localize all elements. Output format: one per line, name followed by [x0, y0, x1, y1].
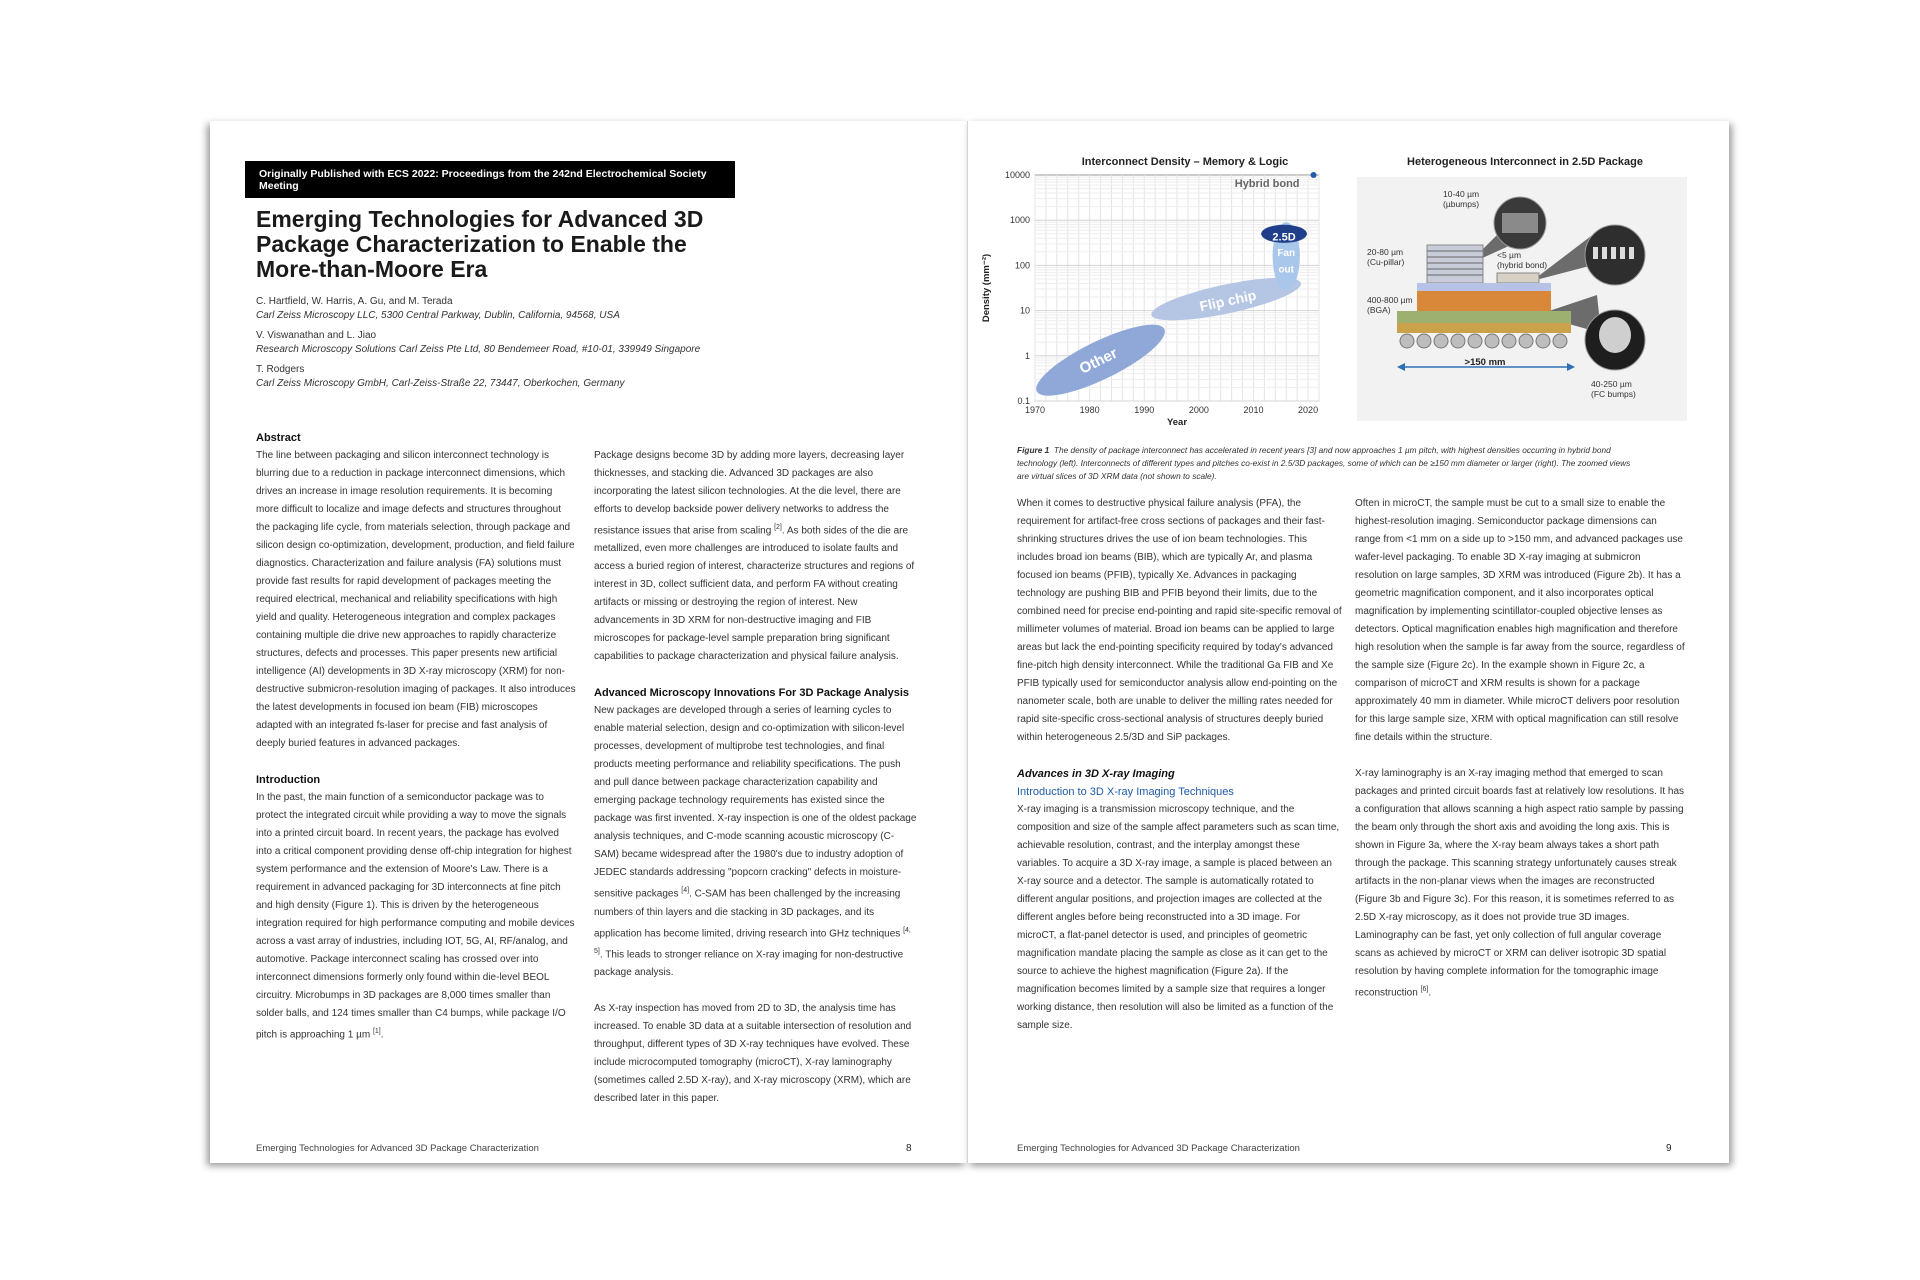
diagram-label-line: 40-250 µm	[1591, 379, 1632, 389]
paragraph: When it comes to destructive physical failure analysis (PFA), the requirement for artifact-free cross sections of packages and their fast-shrinking structures drives the use of ion beam technologies. This includes broad ion beams (BIB), which are typically Ar, and plasma focused ion beams (PFIB), typically Xe. Advances in packaging technology are pushing BIB and PFIB beyond their limits, due to the combined need for precise end-pointing and rapid site-specific removal of millimeter volumes of material. Broad ion beams can be applied to large areas but lack the end-pointing specificity required by today's advanced fine-pitch high density interconnect. While the traditional Ga FIB and Xe PFIB typically used for semiconductor analysis allow end-pointing on the nanometer scale, both are unable to deliver the milling rates needed for rapid site-specific cross-sectional analysis of structures deeply buried within heterogeneous 2.5/3D and SiP packages.	[1017, 498, 1342, 743]
y-tick-label: 1000	[1009, 215, 1030, 226]
author-affiliation: Carl Zeiss Microscopy LLC, 5300 Central Parkway, Dublin, California, 94568, USA	[256, 310, 620, 321]
introduction-text: In the past, the main function of a semiconductor package was to protect the integrated circuit while providing a way to move the signals into a printed circuit board. In recent years, the package has evolved into a critical component providing dense off-chip integration for highest system performance and the extension of Moore's Law. There is a requirement in advanced packaging for 3D interconnects at fine pitch and high density (Figure 1). This is driven by the heterogeneous integration required for high performance computing and mobile devices across a vast array of industries, including IOT, 5G, AI, RF/analog, and automotive. Package interconnect scaling has crossed over into interconnect dimensions formerly only found within die-level BEOL circuitry. Microbumps in 3D packages are 8,000 times smaller than solder balls, and 124 times smaller than C4 bumps, while package I/O pitch is approaching 1 µm [1].	[256, 792, 575, 1041]
y-tick-label: 1	[1024, 350, 1030, 361]
x-tick-label: 1970	[1024, 405, 1046, 415]
introduction-heading: Introduction	[256, 774, 321, 786]
y-axis-label: Density (mm⁻²)	[981, 253, 992, 323]
author-names: C. Hartfield, W. Harris, A. Gu, and M. Terada	[256, 296, 453, 307]
region-label-other: Other	[1076, 344, 1121, 378]
citation: [4, 5]	[594, 926, 911, 955]
left-column-1	[256, 429, 576, 1044]
label-fc-bumps	[1591, 379, 1636, 399]
diagram-label-line: 20-80 µm	[1367, 247, 1404, 257]
right-column-1	[1017, 495, 1342, 1035]
interposer	[1417, 283, 1551, 291]
zoom-ubumps-texture	[1502, 213, 1538, 233]
region-label-fan-out: Fan	[1277, 248, 1296, 260]
diagram-svg	[1357, 155, 1697, 455]
citation: [6]	[1420, 986, 1429, 993]
diagram-label-line: (µbumps)	[1443, 199, 1480, 209]
author-block-2	[256, 329, 776, 357]
abstract-text: The line between packaging and silicon interconnect technology is blurring due to a reduction in package interconnect dimensions, which drives an increase in image resolution requirements. It is becoming more difficult to localize and image defects and structures throughout the packaging life cycle, from materials selection, through package and silicon design co-optimization, development, production, and field failure diagnostics. Characterization and failure analysis (FA) solutions must provide fast results for rapid development of packages meeting the required electrical, mechanical and reliability specifications with high yield and quality. Heterogeneous integration and complex packages containing multiple die drive new approaches to rapidly characterize structures, defects and processes. This paper presents new artificial intelligence (AI) developments in 3D X-ray microscopy (XRM) for non-destructive submicron-resolution imaging of packages. It also introduces the latest developments in focused ion beam (FIB) microscopes adapted with an integrated fs-laser for precise and fast analysis of deeply buried features in advanced packages.	[256, 450, 576, 749]
paragraph: X-ray imaging is a transmission microscopy technique, and the composition and size of the sample affect parameters such as scan time, achievable resolution, contrast, and the interplay amongst these variables. To acquire a 3D X-ray image, a sample is placed between an X-ray source and a detector. The sample is automatically rotated to different angular positions, and projection images are collected at the different angles before being reconstructed into a 3D image. For microCT, a flat-panel detector is used, and principles of geometric magnification mandate placing the sample as close as it can get to the source to achieve the highest magnification (Figure 2a). If the magnification becomes limited by a sample size that requires a longer working distance, then resolution will also be limited as a function of the sample size.	[1017, 804, 1340, 1031]
left-column-2	[594, 447, 919, 1108]
y-tick-label: 100	[1014, 260, 1030, 271]
diagram-label-line: 10-40 µm	[1443, 189, 1480, 199]
paragraph: X-ray laminography is an X-ray imaging method that emerged to scan packages and printed circuit boards fast at relatively low resolutions. It has a configuration that allows scanning a high aspect ratio sample by passing the beam only through the short axis and avoiding the long axis. This is shown in Figure 3a, where the X-ray beam always takes a short path through the package. This scanning strategy unfortunately causes streak artifacts in the non-planar views when the images are reconstructed (Figure 3b and Figure 3c). For this reason, it is sometimes referred to as 2.5D X-ray microscopy, as it does not provide true 3D images. Laminography can be fast, yet only collection of full angular coverage scans as achieved by microCT or XRM can deliver isotropic 3D spatial resolution by having complete information for the tomographic image reconstruction [6].	[1355, 768, 1685, 999]
caption-label: Figure 1	[1017, 445, 1050, 455]
page-number: 9	[1666, 1143, 1672, 1154]
author-block-3	[256, 363, 756, 391]
author-names: V. Viswanathan and L. Jiao	[256, 330, 377, 341]
region-label-fan-out-2: out	[1278, 264, 1295, 276]
section-heading: Advanced Microscopy Innovations For 3D Package Analysis	[594, 687, 910, 700]
label-ubumps	[1443, 189, 1479, 209]
citation: [1]	[372, 1028, 381, 1035]
data-label-hybrid-bond: Hybrid bond	[1234, 178, 1300, 190]
x-tick-label: 2000	[1188, 405, 1209, 415]
right-page	[967, 121, 1729, 1163]
diagram-label-line: (hybrid bond)	[1497, 260, 1548, 270]
diagram-label-line: (BGA)	[1367, 305, 1391, 315]
chart-title: Interconnect Density – Memory & Logic	[1081, 156, 1289, 168]
paragraph: New packages are developed through a series of learning cycles to enable material selection, design and co-optimization with silicon-level processes, development of multiprobe test technologies, and final products meeting performance and reliability specifications. The push and pull dance between package characterization capability and emerging package technology requirements has existed since the package was first invented. X-ray inspection is one of the oldest package analysis techniques, and C-mode scanning acoustic microscopy (C-SAM) became widespread after the 1980's due to industry adoption of JEDEC standards addressing "popcorn cracking" defects in moisture-sensitive packages [4]. C-SAM has been challenged by the increasing numbers of thin layers and die stacking in 3D packages, and its application has become limited, driving research into GHz techniques [4, 5]. This leads to stronger reliance on X-ray imaging for non-destructive package analysis.	[594, 705, 917, 979]
region-label-flip-chip: Flip chip	[1198, 286, 1258, 315]
y-tick-label: 10000	[1004, 170, 1030, 180]
abstract-heading: Abstract	[256, 432, 301, 444]
citation: [4]	[681, 887, 690, 895]
substrate	[1397, 311, 1571, 323]
size-label: >150 mm	[1464, 357, 1506, 368]
interposer-bumps	[1417, 291, 1551, 311]
data-point-hybrid-bond	[1311, 172, 1317, 178]
section-heading: Advances in 3D X-ray Imaging	[1017, 768, 1175, 780]
author-block-1	[256, 295, 756, 323]
x-tick-label: 2020	[1298, 405, 1319, 415]
publication-banner: Originally Published with ECS 2022: Proceedings from the 242nd Electrochemical Society Meeting	[245, 161, 735, 198]
density-chart	[967, 155, 1339, 455]
page-number: 8	[906, 1143, 912, 1154]
substrate-core	[1397, 323, 1571, 333]
citation: [2]	[774, 524, 782, 531]
diagram-title: Heterogeneous Interconnect in 2.5D Package	[1407, 156, 1643, 168]
page-footer: Emerging Technologies for Advanced 3D Package Characterization	[1017, 1143, 1300, 1154]
package-diagram	[1357, 155, 1697, 455]
label-cu-pillar	[1367, 247, 1404, 267]
region-label-2-5d: 2.5D	[1272, 231, 1296, 244]
author-affiliation: Carl Zeiss Microscopy GmbH, Carl-Zeiss-Straße 22, 73447, Oberkochen, Germany	[256, 378, 625, 389]
paragraph: As X-ray inspection has moved from 2D to 3D, the analysis time has increased. To enable 3D data at a suitable intersection of resolution and throughput, different types of 3D X-ray techniques have evolved. These include microcomputed tomography (microCT), X-ray laminography (sometimes called 2.5D X-ray), and X-ray microscopy (XRM), which are described later in this paper.	[594, 1003, 912, 1105]
x-tick-label: 1980	[1079, 405, 1100, 415]
zoom-fc-ball	[1599, 317, 1631, 353]
figure-caption: Figure 1 The density of package interconnect has accelerated in recent years [3] and now approaches 1 µm pitch, with highest densities occurring in hybrid bond technology (left). Interconnects of different types and pitches co-exist in 2.5/3D packages, some of which can be ≥150 mm diameter or larger (right). The zoomed views are virtual slices of 3D XRM data (not shown to scale).	[1017, 445, 1631, 481]
diagram-label-line: 400-800 µm	[1367, 295, 1413, 305]
page-footer: Emerging Technologies for Advanced 3D Package Characterization	[256, 1143, 539, 1154]
chart-svg	[967, 155, 1339, 455]
x-tick-label: 1990	[1134, 405, 1155, 415]
diagram-label-line: <5 µm	[1497, 250, 1522, 260]
x-tick-label: 2010	[1243, 405, 1264, 415]
logic-die	[1497, 273, 1539, 283]
x-axis-label: Year	[1166, 417, 1188, 428]
paragraph: Often in microCT, the sample must be cut to a small size to enable the highest-resolution imaging. Semiconductor package dimensions can range from <1 mm on a side up to >150 mm, and advanced packages use wafer-level packaging. To enable 3D X-ray imaging at submicron resolution on large samples, 3D XRM was introduced (Figure 2b). It has a geometric magnification component, and it also incorporates optical magnification by implementing scintillator-coupled objective lenses as detectors. Optical magnification enables high magnification and therefore high resolution when the sample is far away from the source, regardless of the sample size (Figure 2c). In the example shown in Figure 2c, a comparison of microCT and XRM results is shown for a package approximately 40 mm in diameter. While microCT delivers poor resolution for this large sample size, XRM with optical magnification can still resolve fine details within the structure.	[1355, 498, 1685, 743]
right-column-2	[1355, 495, 1685, 1002]
paper-title: Emerging Technologies for Advanced 3D Package Characterization to Enable the More-than-Moore Era	[256, 206, 704, 282]
author-names: T. Rodgers	[256, 364, 305, 375]
diagram-label-line: (FC bumps)	[1591, 389, 1636, 399]
diagram-label-line: (Cu-pillar)	[1367, 257, 1405, 267]
y-tick-label: 10	[1019, 305, 1030, 316]
subsection-heading: Introduction to 3D X-ray Imaging Techniques	[1017, 786, 1234, 798]
author-affiliation: Research Microscopy Solutions Carl Zeiss Pte Ltd, 80 Bendemeer Road, #10-01, 339949 Singapore	[256, 344, 701, 355]
paragraph: Package designs become 3D by adding more layers, decreasing layer thicknesses, and stacking die. Advanced 3D packages are also incorporating the latest silicon technologies. At the die level, there are efforts to develop backside power delivery networks to address the resistance issues that arise from scaling [2]. As both sides of the die are metallized, even more challenges are introduced to isolate faults and access a buried region of interest, characterize structures and regions of interest in 3D, collect sufficient data, and perform FA without creating artifacts or missing or destroying the region of interest. New advancements in 3D XRM for non-destructive imaging and FIB microscopes for package-level sample preparation bring significant capabilities to package characterization and physical failure analysis.	[594, 450, 915, 663]
y-tick-label: 0.1	[1017, 396, 1030, 406]
left-page	[210, 121, 967, 1163]
